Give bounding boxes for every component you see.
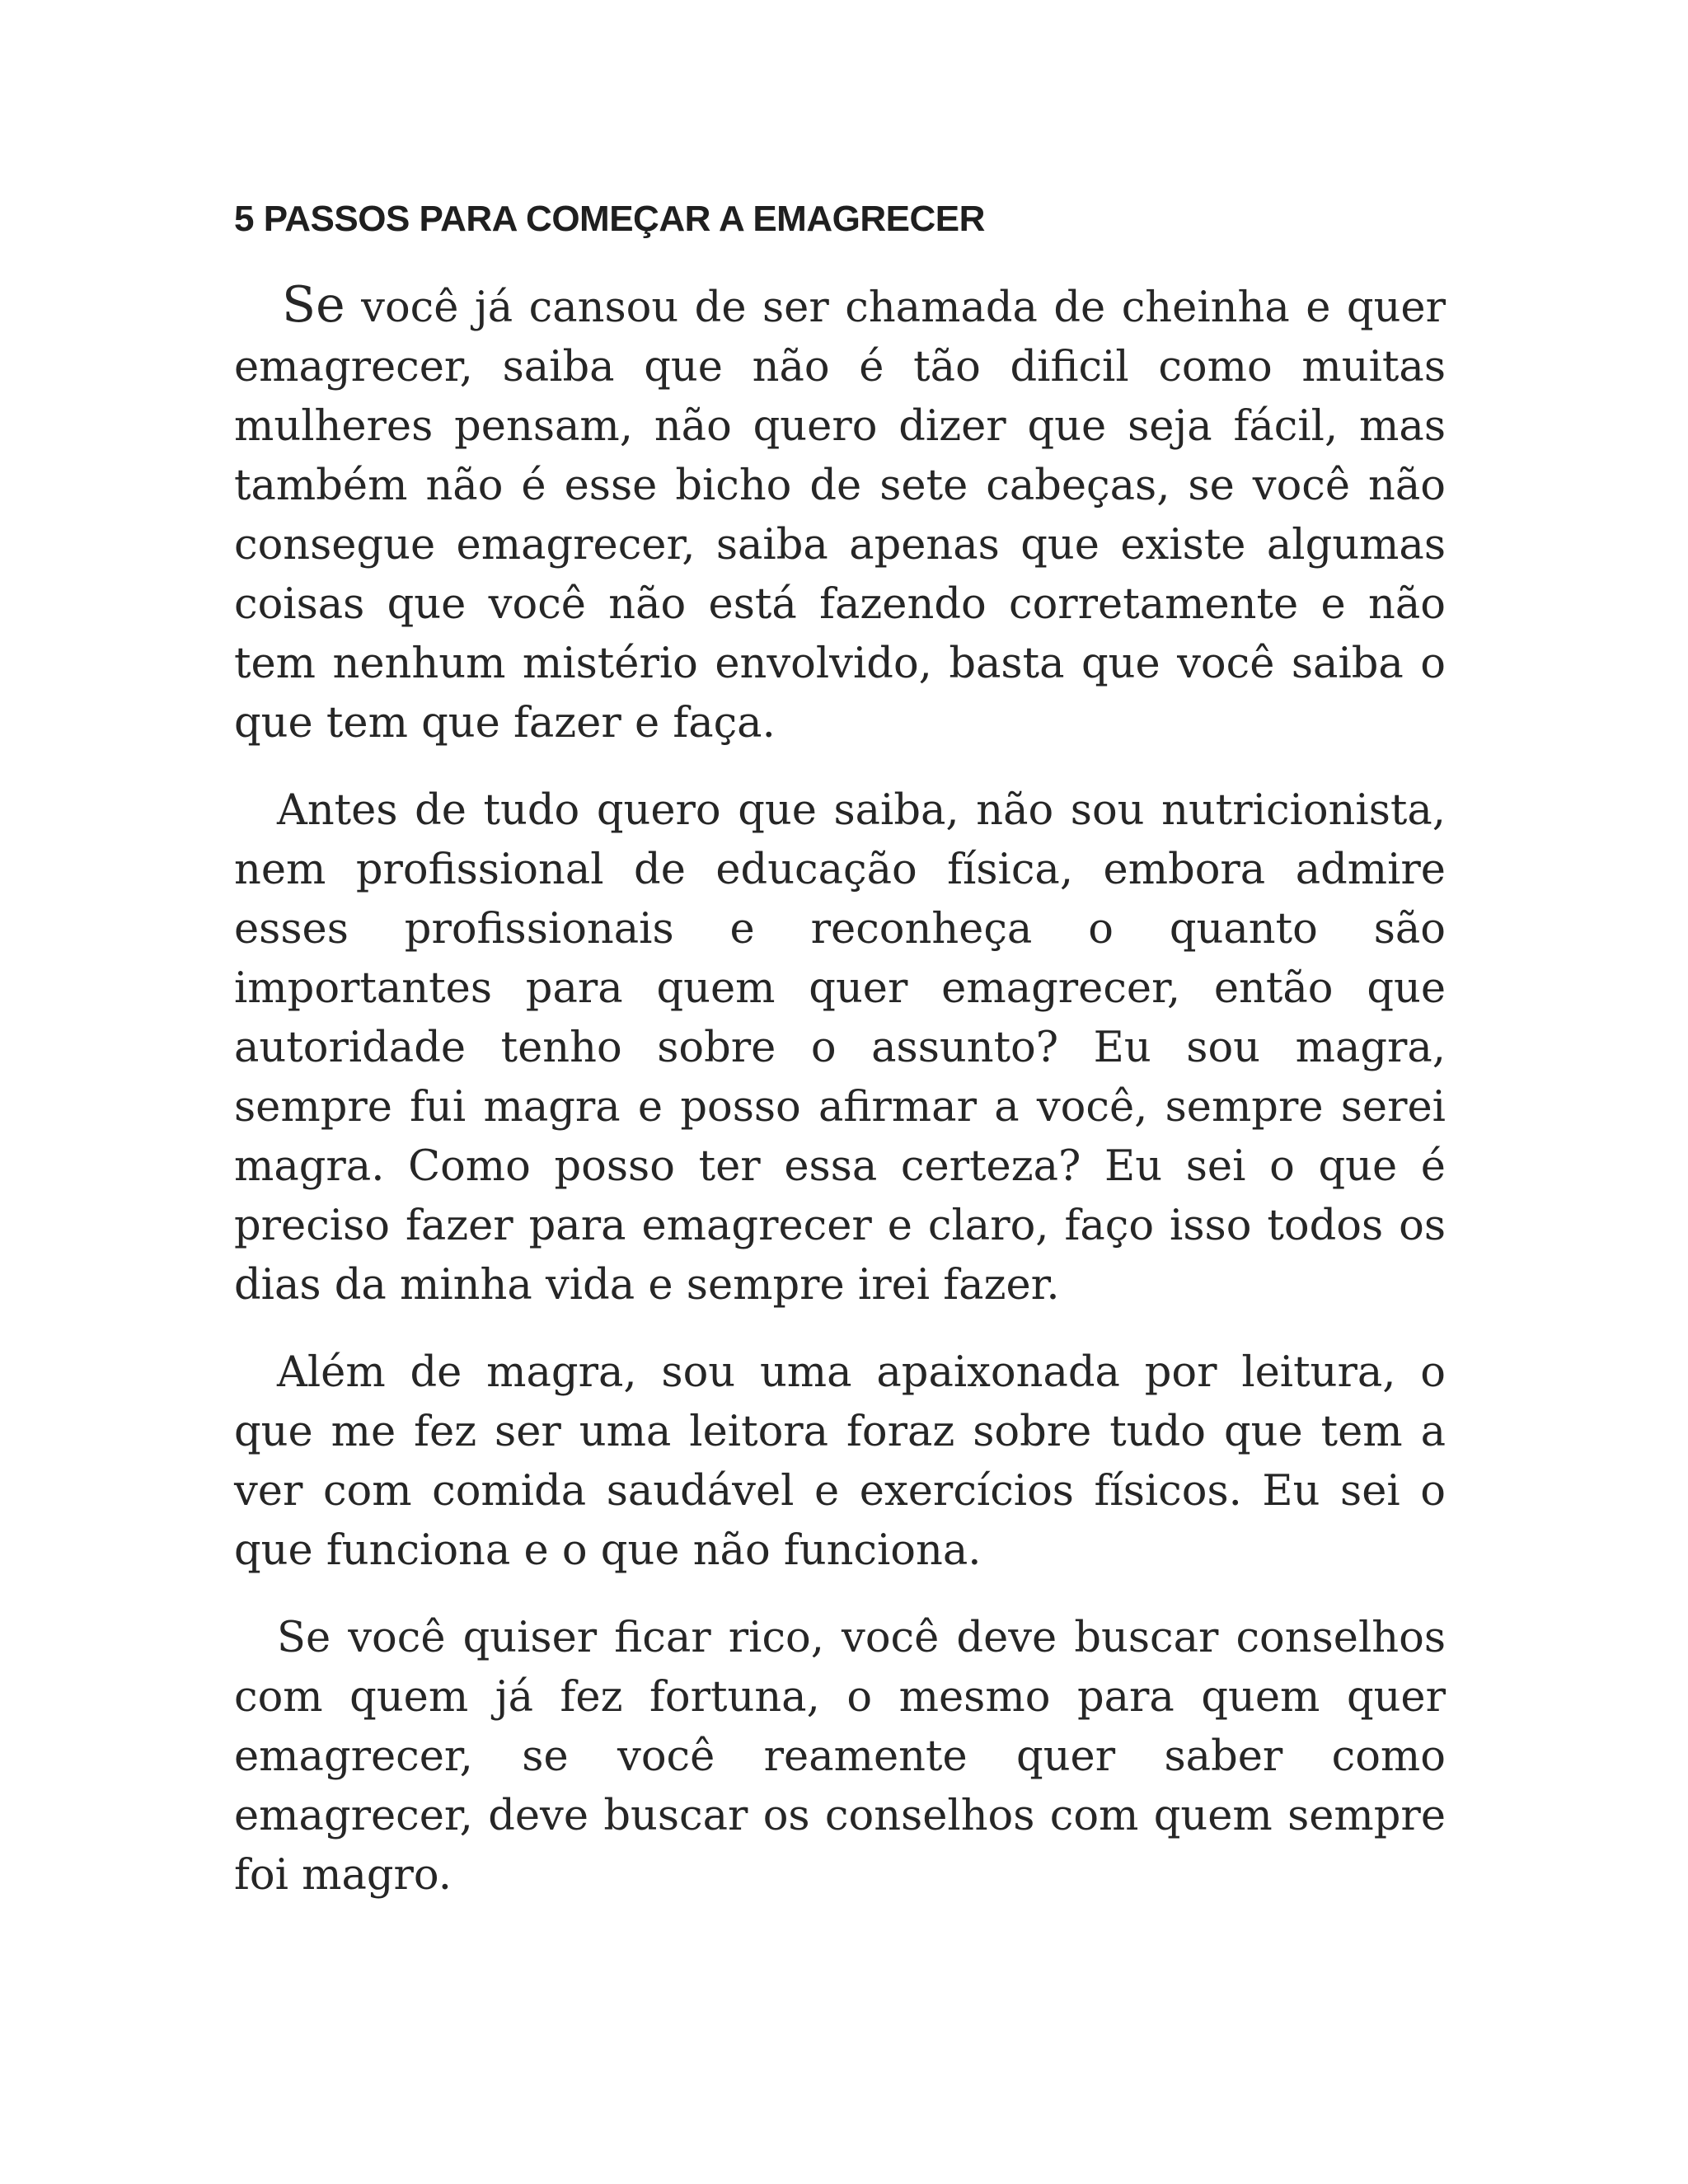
- paragraph-authority: Antes de tudo quero que saiba, não sou nutricionista, nem profissional de educação física, embora admire esses profissionais e reconheça o quanto são importantes para quem quer emagrecer, então que autoridade tenho sobre o assunto? Eu sou magra, sempre fui magra e posso afirmar a você, sempre serei magra. Como posso ter essa certeza? Eu sei o que é preciso fazer para emagrecer e claro, faço isso todos os dias da minha vida e sempre irei fazer.: [234, 786, 1446, 1310]
- paragraph-lead-word: Se: [282, 276, 345, 334]
- paragraph-reading: Além de magra, sou uma apaixonada por leitura, o que me fez ser uma leitora foraz sobre tudo que tem a ver com comida saudável e exercícios físicos. Eu sei o que funciona e o que não funciona.: [234, 1348, 1446, 1575]
- document-body: [234, 196, 1446, 1933]
- paragraph-text: você já cansou de ser chamada de cheinha e quer emagrecer, saiba que não é tão dificil como muitas mulheres pensam, não quero dizer que seja fácil, mas também não é esse bicho de sete cabeças, se você não consegue emagrecer, saiba apenas que existe algumas coisas que você não está fazendo corretamente e não tem nenhum mistério envolvido, basta que você saiba o que tem que fazer e faça.: [234, 284, 1446, 748]
- document-title: 5 PASSOS PARA COMEÇAR A EMAGRECER: [234, 199, 985, 239]
- paragraph-advice: Se você quiser ficar rico, você deve buscar conselhos com quem já fez fortuna, o mesmo para quem quer emagrecer, se você reamente quer saber como emagrecer, deve buscar os conselhos com quem sempre foi magro.: [234, 1614, 1446, 1900]
- paragraph-intro: [234, 275, 1446, 753]
